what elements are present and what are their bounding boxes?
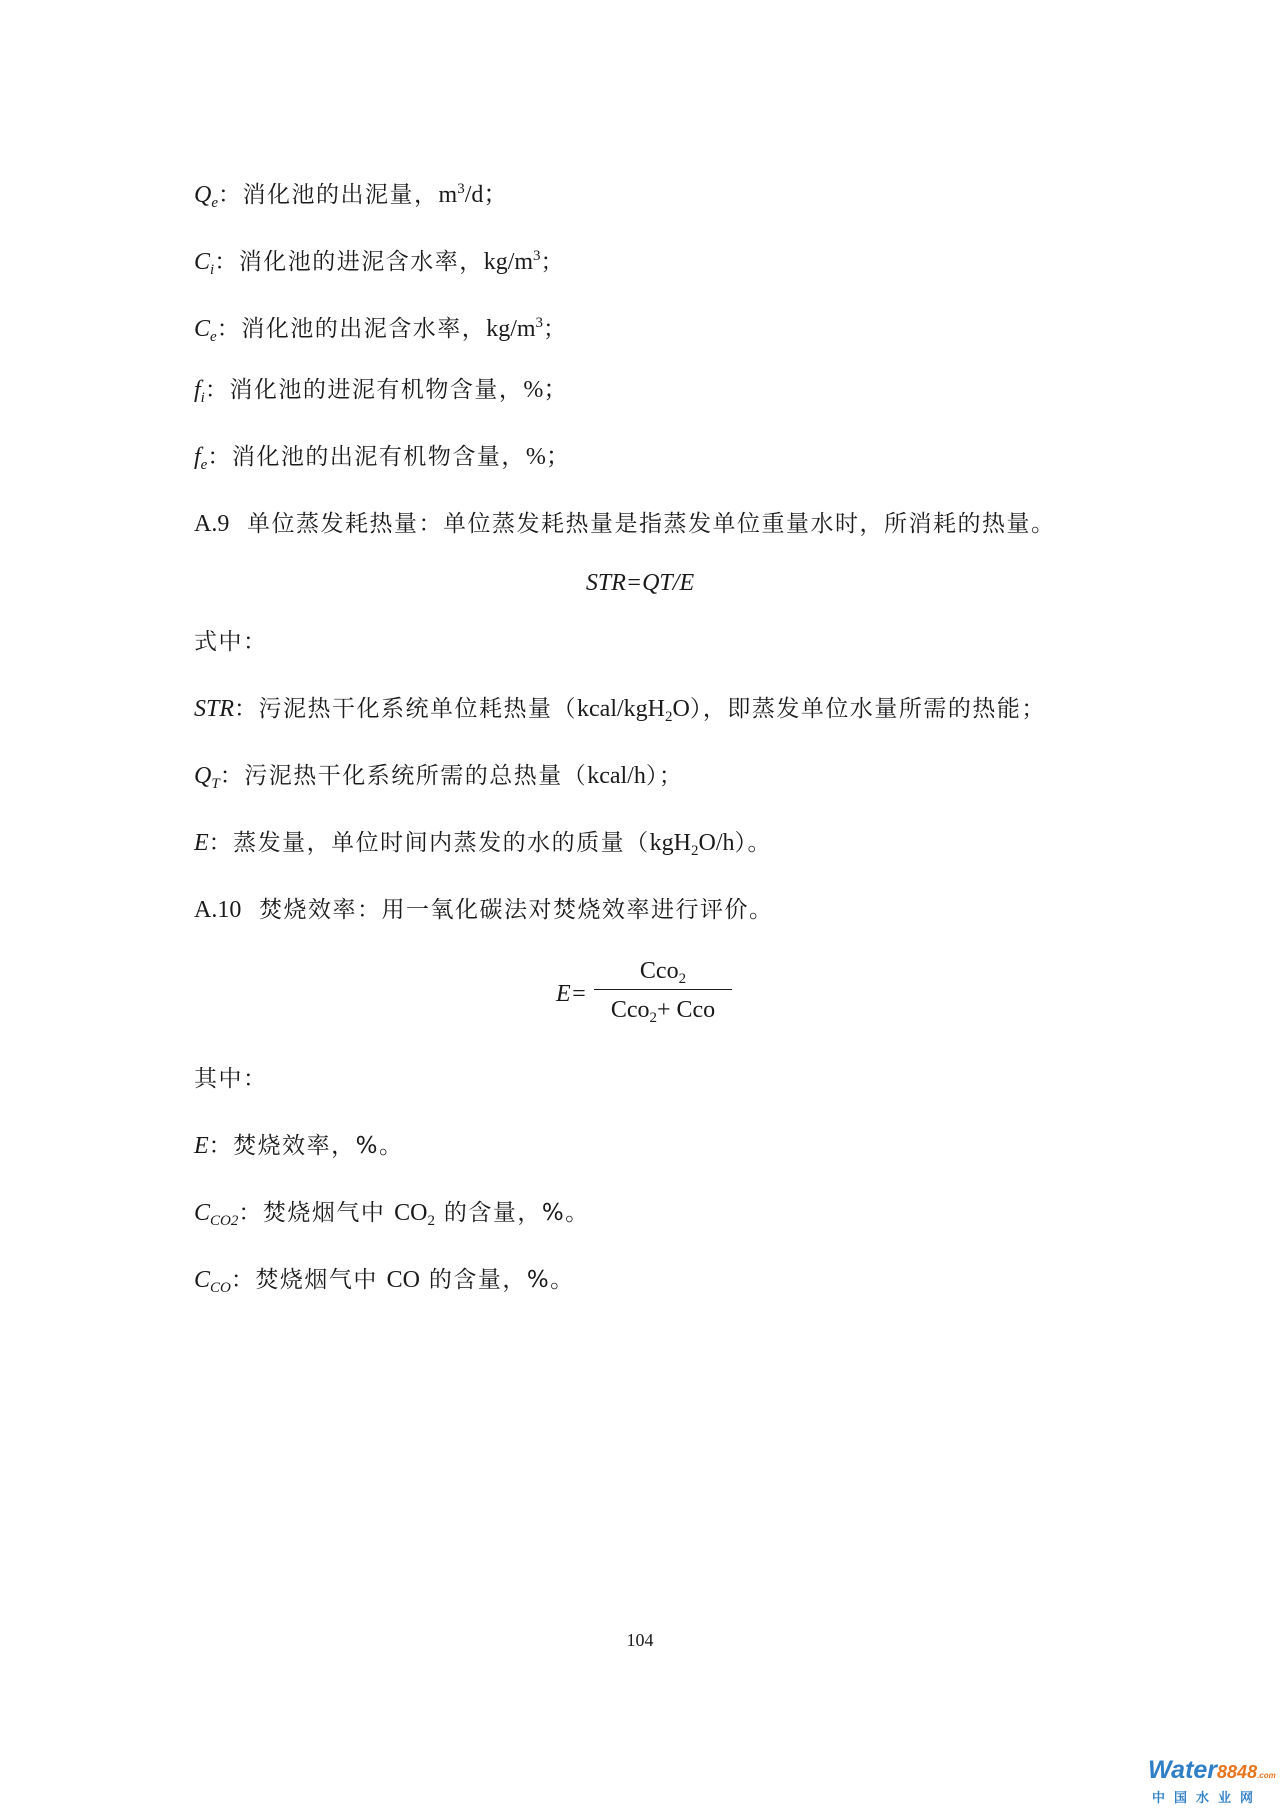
fraction bbox=[594, 955, 732, 1026]
water8848-logo bbox=[1148, 1756, 1276, 1806]
fraction-bar bbox=[594, 989, 732, 990]
section-number: A.10 bbox=[194, 897, 242, 923]
where-label-a9: 式中： bbox=[194, 629, 268, 655]
definition-e-efficiency: E：焚烧效率，%。 bbox=[194, 1133, 404, 1159]
definition-ce: $C_e$：消化池的出泥含水率，$kg/m^3$； bbox=[194, 315, 568, 345]
fraction-denominator: Cco$_2$+ Cco bbox=[610, 997, 716, 1026]
page-number: 104 bbox=[626, 1630, 654, 1650]
definition-str: STR：污泥热干化系统单位耗热量（kcal/kgH$_2$O），即蒸发单位水量所需的热能； bbox=[194, 696, 1046, 725]
definition-e-evaporation: E：蒸发量，单位时间内蒸发的水的质量（kgH$_2$O/h）。 bbox=[194, 830, 773, 859]
fraction-numerator: Cco$_2$ bbox=[639, 958, 687, 987]
logo-chinese-name: 中国水业网 bbox=[1152, 1790, 1263, 1805]
formula-lhs: E= bbox=[556, 981, 587, 1007]
definition-fe: $f_e$：消化池的出泥有机物含量，%； bbox=[194, 444, 570, 473]
definition-ci: $C_i$：消化池的进泥含水率，$kg/m^3$； bbox=[194, 248, 566, 278]
definition-fi: $f_i$：消化池的进泥有机物含量，%； bbox=[194, 377, 568, 406]
section-a10-heading: A.10 焚烧效率：用一氧化碳法对焚烧效率进行评价。 bbox=[194, 897, 774, 923]
logo-wordmark: Water8848.com bbox=[1148, 1756, 1276, 1784]
definition-cco2: $C_{CO2}$：焚烧烟气中 $CO_2$ 的含量，%。 bbox=[194, 1200, 590, 1229]
definition-cco: $C_{CO}$：焚烧烟气中 CO 的含量，%。 bbox=[194, 1267, 575, 1296]
section-number: A.9 bbox=[194, 511, 230, 537]
section-a9-heading: A.9 单位蒸发耗热量：单位蒸发耗热量是指蒸发单位重量水时，所消耗的热量。 bbox=[194, 511, 1056, 537]
formula-combustion-efficiency bbox=[556, 955, 736, 1037]
where-label-a10: 其中： bbox=[194, 1066, 268, 1092]
formula-str: STR=QT/E bbox=[585, 570, 695, 596]
definition-qt: $Q_T$：污泥热干化系统所需的总热量（kcal/h）； bbox=[194, 763, 684, 792]
definition-qe: $Q_e$：消化池的出泥量，$m^3/d$； bbox=[194, 181, 508, 211]
